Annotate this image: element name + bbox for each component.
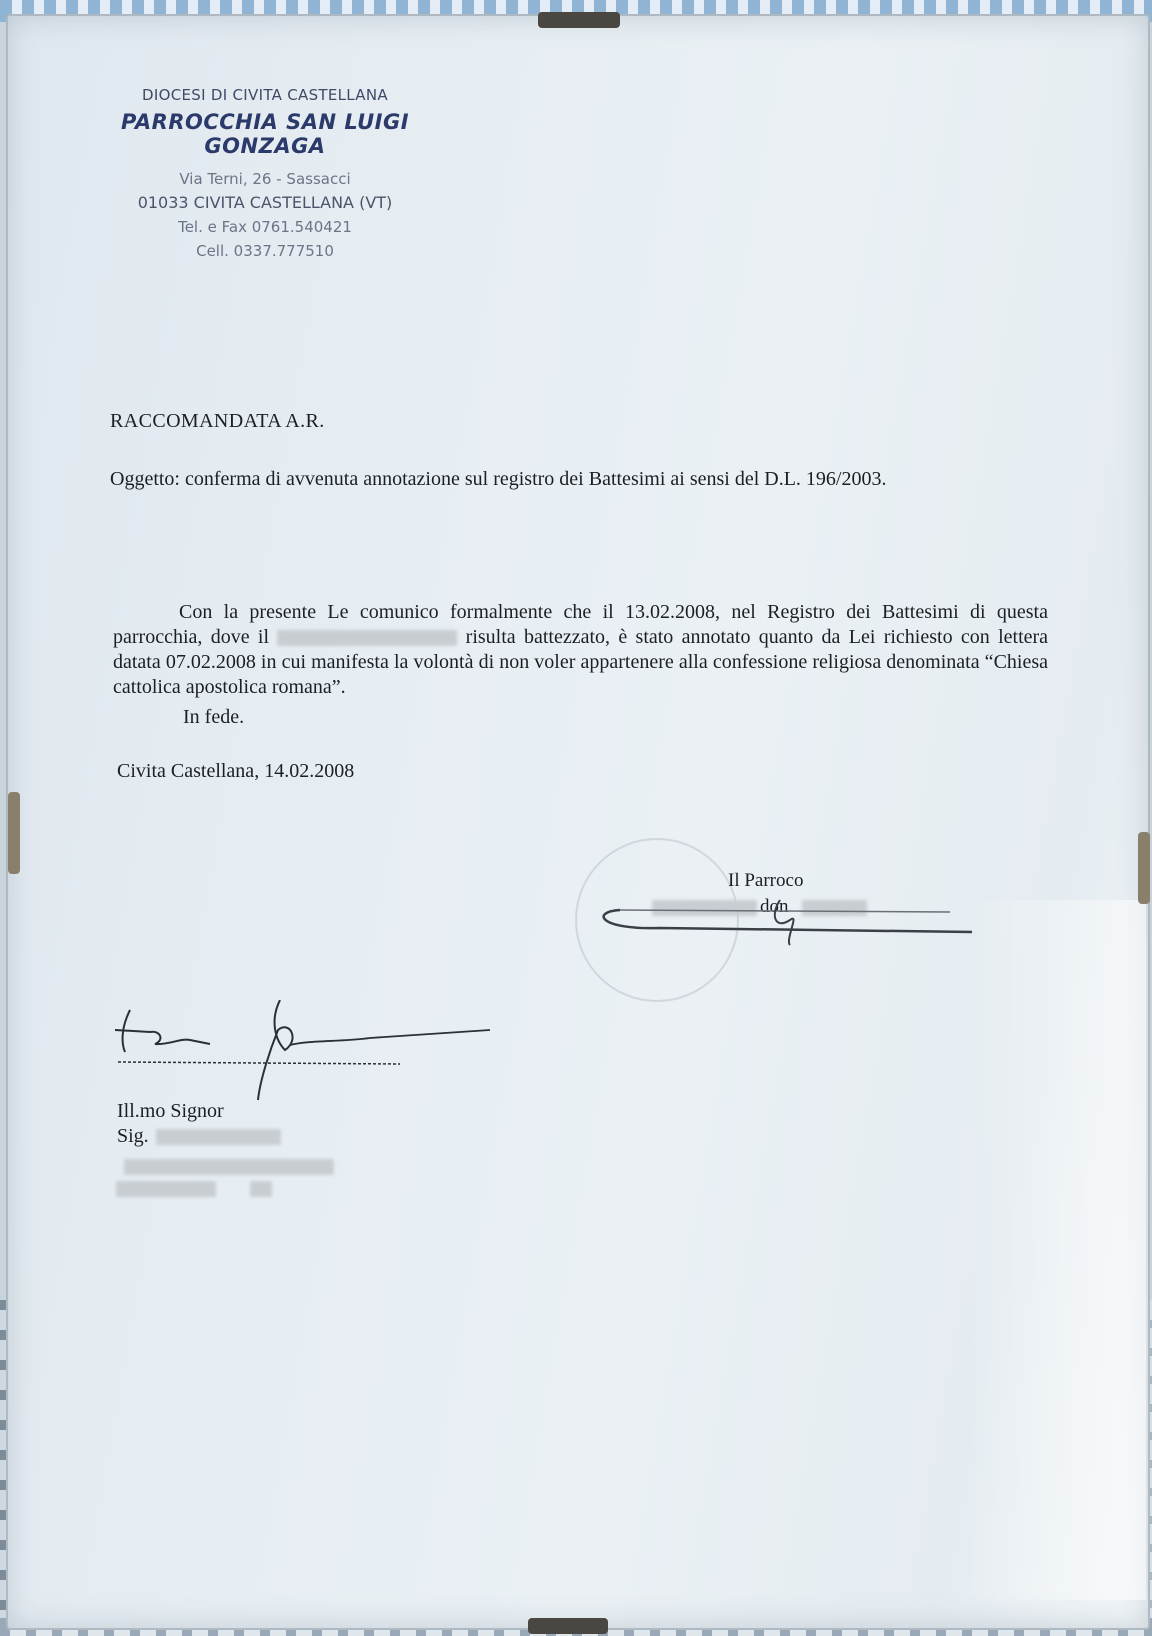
place-date: Civita Castellana, 14.02.2008 (117, 760, 355, 782)
parish-priest-signature (600, 890, 980, 960)
redacted-province (250, 1181, 272, 1197)
recipient-salutation: Ill.mo Signor (117, 1100, 224, 1122)
city-address: 01033 CIVITA CASTELLANA (VT) (137, 193, 393, 212)
subject-line: Oggetto: conferma di avvenuta annotazione sul registro dei Battesimi ai sensi del D.L. 196/2003. (110, 468, 887, 490)
redacted-city (116, 1181, 216, 1197)
frame-clip-right (1138, 832, 1150, 904)
frame-clip-top (538, 12, 620, 28)
letterhead (60, 86, 470, 263)
frame-clip-bottom (528, 1618, 608, 1634)
recipient-sig-label (117, 1125, 281, 1148)
redacted-recipient-city (116, 1180, 272, 1198)
delivery-method: RACCOMANDATA A.R. (110, 410, 325, 432)
redacted-name (277, 630, 457, 646)
redacted-street (124, 1159, 334, 1175)
street-address: Via Terni, 26 - Sassacci (179, 170, 351, 188)
letter-body (113, 600, 1048, 700)
cell-phone: Cell. 0337.777510 (196, 242, 334, 260)
body-text-part2: risulta battezzato, è stato annotato quanto da Lei richiesto con lettera datata 07.02.2008 in cui manifesta la volontà di non voler appartenere alla confessione religiosa denominata “Chiesa cattolica apostolica romana”. (113, 626, 1049, 698)
phone-fax: Tel. e Fax 0761.540421 (178, 218, 352, 236)
redacted-recipient-street (124, 1158, 334, 1176)
letterhead-address (60, 167, 470, 263)
signer-prefix: don (760, 896, 789, 917)
recipient-sig-text: Sig. (117, 1125, 149, 1147)
diocese-name: DIOCESI DI CIVITA CASTELLANA (142, 86, 388, 104)
parish-name: PARROCCHIA SAN LUIGI GONZAGA (120, 110, 410, 158)
signer-title: Il Parroco (728, 870, 804, 891)
redacted-recipient-name (156, 1129, 281, 1145)
recipient-signature (110, 1000, 500, 1110)
body-text-part1: Con la presente Le comunico formalmente che il 13.02.2008, nel Registro dei Battesimi di questa parrocchia, dove il (113, 601, 1048, 648)
closing-line: In fede. (183, 706, 245, 728)
frame-clip-left (8, 792, 20, 874)
